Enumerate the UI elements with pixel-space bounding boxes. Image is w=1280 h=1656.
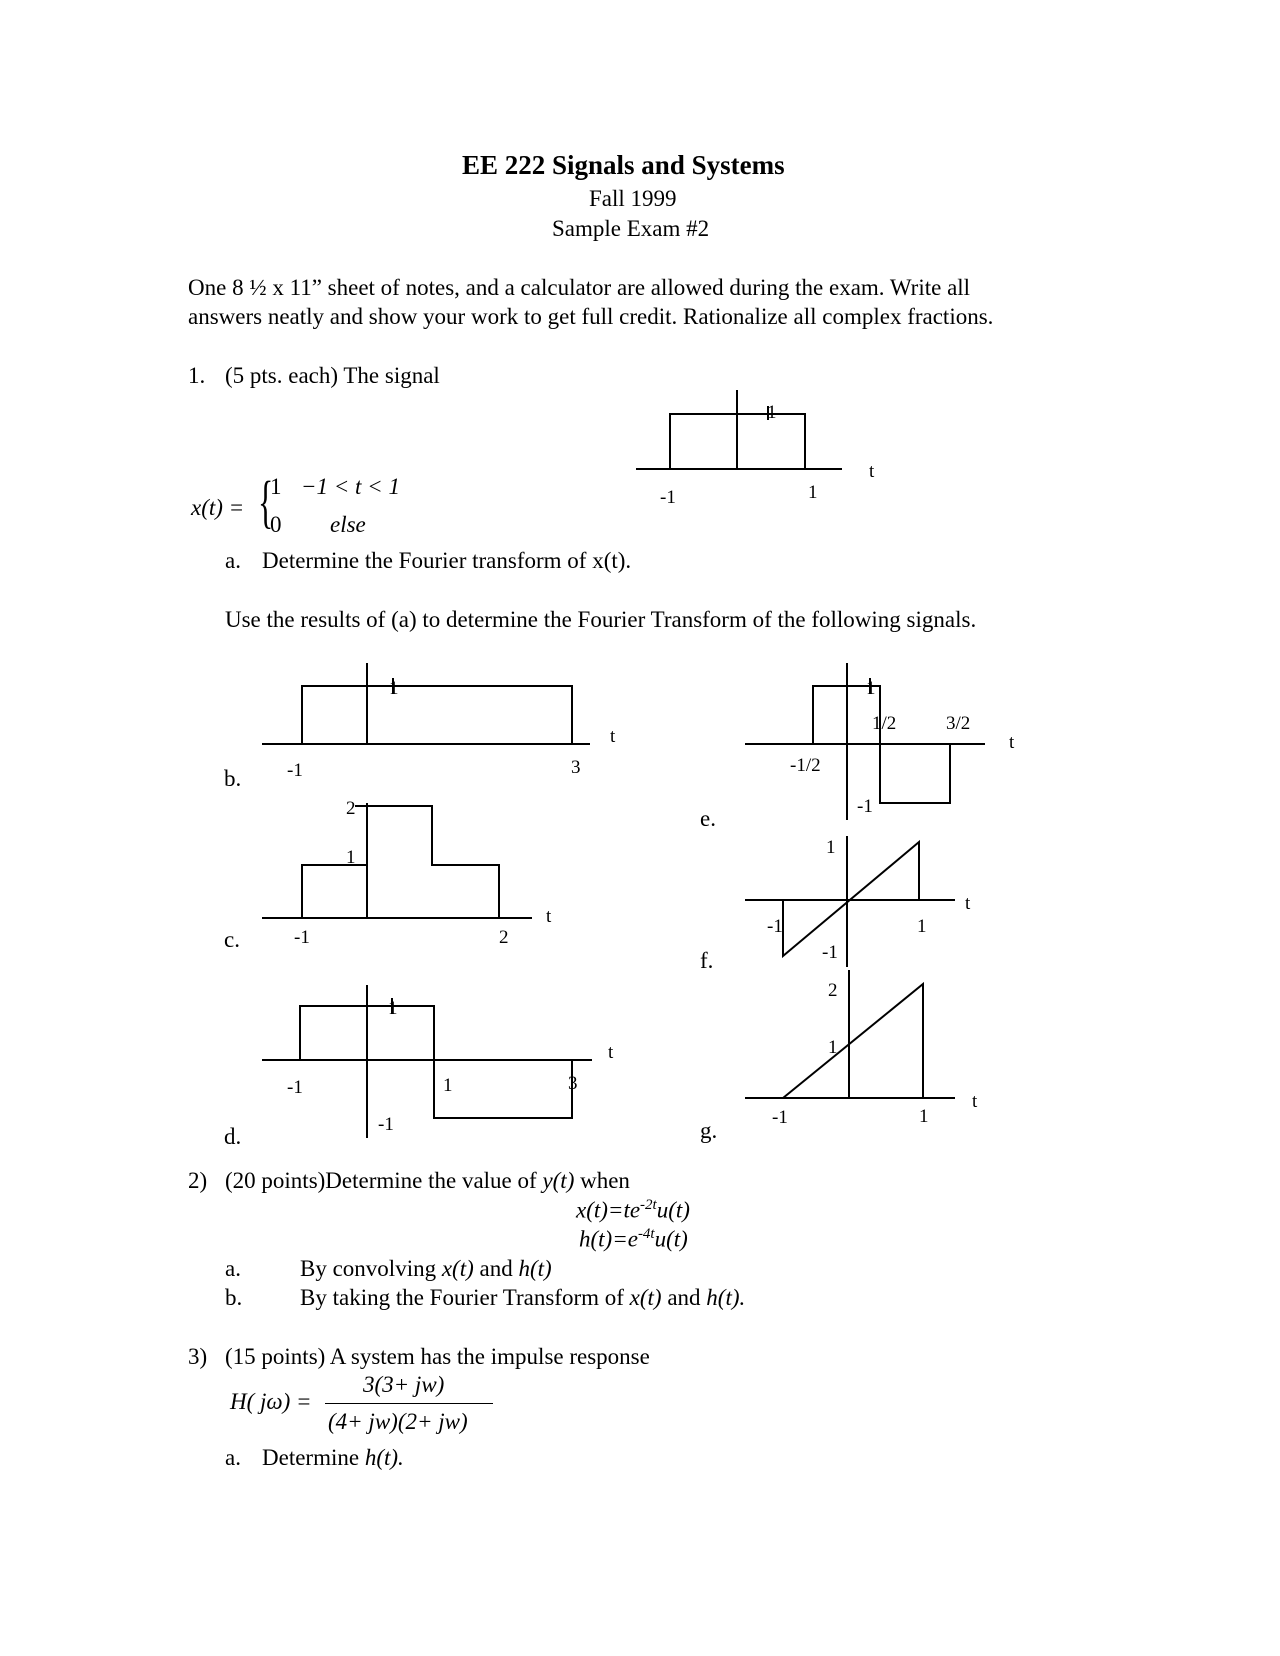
plot-c-t-label: t xyxy=(546,906,552,927)
x-def-lhs: x(t) = xyxy=(191,495,245,520)
plot-a-x-of-t xyxy=(636,390,875,508)
plot-d-one-label: 1 xyxy=(443,1075,453,1096)
q2-part-b-letter: b. xyxy=(225,1285,243,1310)
plot-d-neg1-label: -1 xyxy=(287,1077,303,1098)
plot-d-bipolar-pulse xyxy=(300,1006,572,1118)
plot-letter-b: b. xyxy=(224,766,242,791)
plot-b-rect-pulse xyxy=(302,686,572,744)
x-case2-condition: else xyxy=(330,512,366,537)
plot-e-neg-half-label: -1/2 xyxy=(790,755,821,776)
q3-prompt: (15 points) A system has the impulse response xyxy=(225,1344,650,1369)
plot-d xyxy=(262,985,614,1138)
plot-f-neg1-x-label: -1 xyxy=(767,916,783,937)
plot-e xyxy=(745,663,1015,820)
plot-letter-g: g. xyxy=(700,1118,718,1143)
q3-transfer-lhs: H( jω) = xyxy=(230,1389,312,1414)
plot-g-one-x-label: 1 xyxy=(919,1106,929,1127)
plot-letter-f: f. xyxy=(700,948,714,973)
plot-a-neg1-label: -1 xyxy=(660,487,676,508)
plot-letter-d: d. xyxy=(224,1124,242,1149)
plot-a-t-label: t xyxy=(869,461,875,482)
page-title: EE 222 Signals and Systems xyxy=(462,150,785,180)
q2-x-definition: $x(t)=te^{-2t}u(t)$ xyxy=(576,1197,690,1223)
plot-letter-e: e. xyxy=(700,806,716,831)
plot-letter-c: c. xyxy=(224,927,240,952)
instructions-line-2: answers neatly and show your work to get full credit. Rationalize all complex fractions. xyxy=(188,304,994,329)
plot-a-one-label: 1 xyxy=(808,482,818,503)
plot-e-t-label: t xyxy=(1009,732,1015,753)
plot-g-t-label: t xyxy=(972,1091,978,1112)
q2-h-definition: $h(t)=e^{-4t}u(t)$ xyxy=(579,1226,688,1252)
plot-e-amp-label: 1 xyxy=(866,678,876,699)
plot-d-three-label: 3 xyxy=(568,1073,578,1094)
x-case2-value: 0 xyxy=(270,512,282,537)
q3-numerator: 3(3+ jw) xyxy=(363,1372,445,1397)
plot-b-three-label: 3 xyxy=(571,757,581,778)
exam-name: Sample Exam #2 xyxy=(552,216,710,241)
x-case1-condition: −1 < t < 1 xyxy=(301,474,400,499)
x-case1-value: 1 xyxy=(270,474,282,499)
q2-part-a-text: By convolving x(t) and h(t) xyxy=(300,1256,552,1281)
plot-c-staircase xyxy=(302,806,499,918)
q1-prompt: (5 pts. each) The signal xyxy=(225,363,440,388)
q3-number: 3) xyxy=(188,1344,208,1369)
plot-d-neg1-y-label: -1 xyxy=(378,1114,394,1135)
plot-g-one-y-label: 1 xyxy=(828,1037,838,1058)
plot-e-half-label: 1/2 xyxy=(872,713,897,734)
q2-number: 2) xyxy=(188,1168,208,1193)
q2-part-a-letter: a. xyxy=(225,1256,241,1281)
plot-f-one-x-label: 1 xyxy=(917,916,927,937)
plot-a-amp-label: 1 xyxy=(767,402,777,423)
plot-f-t-label: t xyxy=(965,893,971,914)
plot-f-neg1-y-label: -1 xyxy=(822,942,838,963)
plot-b-amp-label: 1 xyxy=(389,678,399,699)
plot-g-neg1-x-label: -1 xyxy=(772,1107,788,1128)
plot-d-t-label: t xyxy=(608,1042,614,1063)
plot-e-three-half-label: 3/2 xyxy=(946,713,971,734)
plot-c-neg1-label: -1 xyxy=(294,927,310,948)
plot-f-one-y-label: 1 xyxy=(826,837,836,858)
plot-c-two-y-label: 2 xyxy=(346,798,356,819)
plot-b-neg1-label: -1 xyxy=(287,760,303,781)
q2-part-b-text: By taking the Fourier Transform of x(t) and h(t). xyxy=(300,1285,746,1310)
q1-part-a-letter: a. xyxy=(225,548,241,573)
q1-number: 1. xyxy=(188,363,206,388)
instructions-line-1: One 8 ½ x 11” sheet of notes, and a calculator are allowed during the exam. Write all xyxy=(188,275,971,300)
plot-c xyxy=(262,798,552,948)
q1-part-a-text: Determine the Fourier transform of x(t). xyxy=(262,548,632,573)
plot-b-t-label: t xyxy=(610,726,616,747)
plot-d-amp-label: 1 xyxy=(388,998,398,1019)
plot-b xyxy=(262,663,616,781)
q2-prompt: (20 points)Determine the value of y(t) when xyxy=(225,1168,630,1193)
plot-e-neg1-y-label: -1 xyxy=(857,796,873,817)
plot-g-ramp xyxy=(783,984,923,1098)
plot-c-one-y-label: 1 xyxy=(346,847,356,868)
q3-fraction-bar xyxy=(325,1403,493,1404)
q3-part-a-text: Determine h(t). xyxy=(262,1445,404,1470)
term: Fall 1999 xyxy=(589,186,677,211)
plot-g-two-y-label: 2 xyxy=(828,980,838,1001)
plot-g xyxy=(745,970,978,1128)
left-brace: { xyxy=(258,469,274,534)
plot-f xyxy=(745,836,971,967)
q3-denominator: (4+ jw)(2+ jw) xyxy=(328,1409,468,1434)
plot-c-two-x-label: 2 xyxy=(499,927,509,948)
q3-part-a-letter: a. xyxy=(225,1445,241,1470)
use-results-text: Use the results of (a) to determine the Fourier Transform of the following signals. xyxy=(225,607,977,632)
